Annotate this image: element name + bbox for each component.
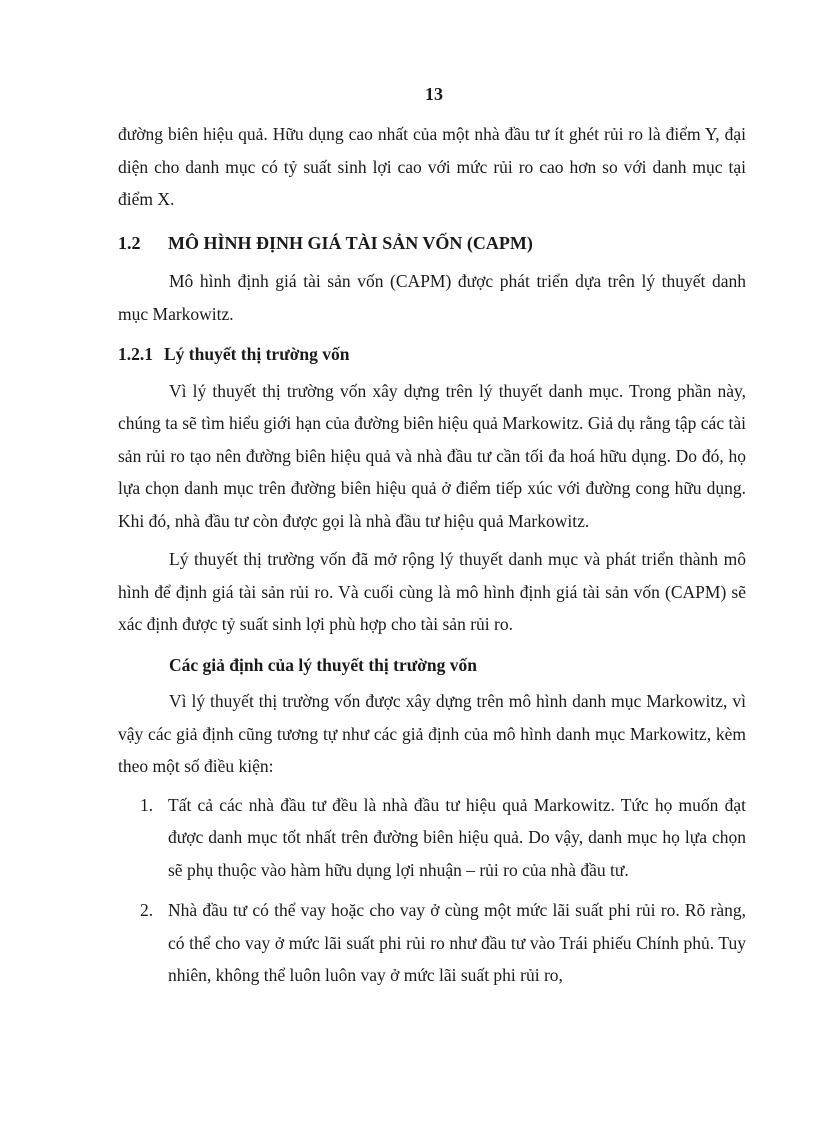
paragraph-capital-market-theory: Vì lý thuyết thị trường vốn xây dựng trên lý thuyết danh mục. Trong phần này, chúng ta sẽ tìm hiểu giới hạn của đường biên hiệu quả Markowitz. Giả dụ rằng tập các tài sản rủi ro tạo nên đường biên hiệu quả và nhà đầu tư cần tối đa hoá hữu dụng. Do đó, họ lựa chọn danh mục trên đường biên hiệu quả ở điểm tiếp xúc với đường cong hữu dụng. Khi đó, nhà đầu tư còn được gọi là nhà đầu tư hiệu quả Markowitz. (118, 380, 746, 531)
paragraph-continued: đường biên hiệu quả. Hữu dụng cao nhất của một nhà đầu tư ít ghét rủi ro là điểm Y, đại diện cho danh mục có tỷ suất sinh lợi cao với mức rủi ro cao hơn so với danh mục tại điểm X. (118, 124, 746, 209)
assumptions-heading: Các giả định của lý thuyết thị trường vốn (169, 654, 478, 675)
section-title: MÔ HÌNH ĐỊNH GIÁ TÀI SẢN VỐN (CAPM) (168, 232, 533, 253)
list-item-text: Tất cả các nhà đầu tư đều là nhà đầu tư hiệu quả Markowitz. Tức họ muốn đạt được danh mục tốt nhất trên đường biên hiệu quả. Do vậy, danh mục họ lựa chọn sẽ phụ thuộc vào hàm hữu dụng lợi nhuận – rủi ro của nhà đầu tư. (168, 794, 746, 880)
assumptions-list (118, 789, 746, 992)
section-number: 1.2 (118, 232, 141, 253)
page-number: 13 (425, 84, 443, 104)
list-marker: 1. (140, 794, 154, 815)
subsection-number: 1.2.1 (118, 344, 153, 364)
list-marker: 2. (140, 900, 154, 920)
list-item (118, 789, 746, 887)
subsection-heading-1-2-1 (118, 338, 746, 371)
paragraph-capm-intro: Mô hình định giá tài sản vốn (CAPM) được phát triển dựa trên lý thuyết danh mục Markowitz. (118, 271, 746, 324)
subsection-title: Lý thuyết thị trường vốn (164, 344, 350, 364)
list-item-text: Nhà đầu tư có thể vay hoặc cho vay ở cùng một mức lãi suất phi rủi ro. Rõ ràng, có thể cho vay ở mức lãi suất phi rủi ro như đầu tư vào Trái phiếu Chính phủ. Tuy nhiên, không thể luôn luôn vay ở mức lãi suất phi rủi ro, (168, 900, 746, 985)
section-heading-1-2 (118, 227, 746, 260)
paragraph-extension: Lý thuyết thị trường vốn đã mở rộng lý thuyết danh mục và phát triển thành mô hình để định giá tài sản rủi ro. Và cuối cùng là mô hình định giá tài sản vốn (CAPM) sẽ xác định được tỷ suất sinh lợi phù hợp cho tài sản rủi ro. (118, 549, 746, 634)
page-content (118, 118, 746, 1000)
list-item (118, 894, 746, 992)
paragraph-assumptions-intro: Vì lý thuyết thị trường vốn được xây dựng trên mô hình danh mục Markowitz, vì vậy các giả định cũng tương tự như các giả định của mô hình danh mục Markowitz, kèm theo một số điều kiện: (118, 691, 746, 776)
